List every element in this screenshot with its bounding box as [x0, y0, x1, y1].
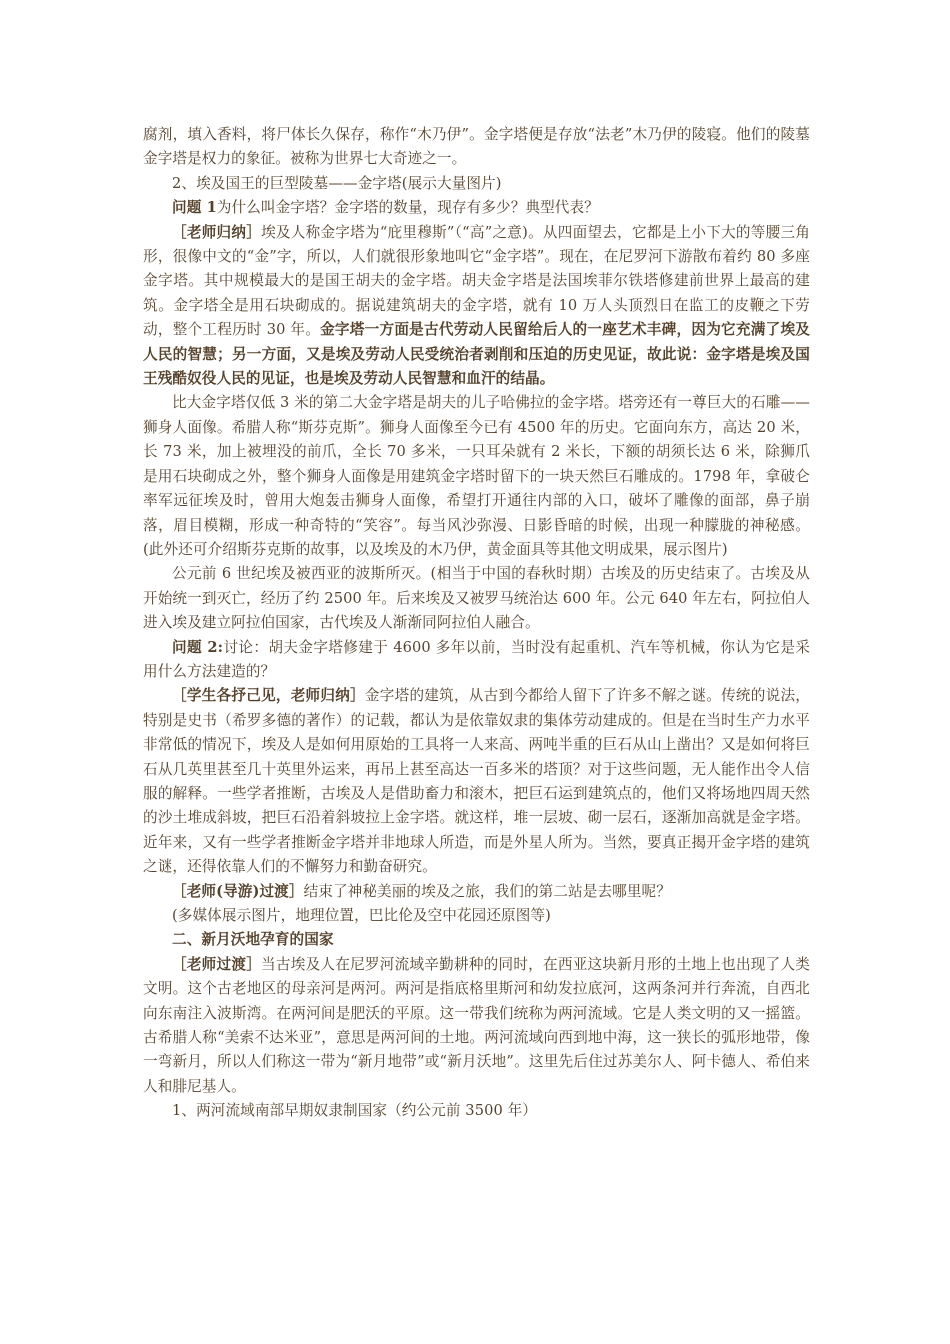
student-discussion-label: ［学生各抒己见，老师归纳］: [172, 687, 365, 705]
subsection-heading-mesopotamia: 1、两河流域南部早期奴隶制国家（约公元前 3500 年）: [172, 1102, 537, 1120]
question-2: [143, 636, 810, 685]
paragraph-sphinx: 比大金字塔仅低 3 米的第二大金字塔是胡夫的儿子哈佛拉的金字塔。塔旁还有一尊巨大的石雕——狮身人面像。希腊人称“斯芬克斯”。狮身人面像至今已有 4500 年的历史。它面向东方，高达 20 米，长 73 米，加上被埋没的前爪，全长 70 多米，一只耳朵就有 2 米长，下额的胡须长达 6 米，除狮爪是用石块砌成之外，整个狮身人面像是用建筑金字塔时留下的一块天然巨石雕成的。1798 年，拿破仑率军远征埃及时，曾用大炮轰击狮身人面像，希望打开通往内部的入口，破坏了雕像的面部，鼻子崩落，眉目模糊，形成一种奇特的“笑容”。每当风沙弥漫、日影昏暗的时候，出现一种朦胧的神秘感。(此外还可介绍斯芬克斯的故事，以及埃及的木乃伊，黄金面具等其他文明成果，展示图片): [143, 394, 810, 558]
teacher-summary-text: 埃及人称金字塔为“庇里穆斯”（“高”之意)。从四面望去，它都是上小下大的等腰三角形，很像中文的“金”字，所以，人们就很形象地叫它“金字塔”。现在，在尼罗河下游散布着约 80 多座金字塔。其中规模最大的是国王胡夫的金字塔。胡夫金字塔是法国埃菲尔铁塔修建前世界上最高的建筑。金字塔全是用石块砌成的。据说建筑胡夫的金字塔，就有 10 万人头顶烈日在监工的皮鞭之下劳动，整个工程历时 30 年。: [143, 223, 810, 339]
teacher-transition-1-text: 结束了神秘美丽的埃及之旅，我们的第二站是去哪里呢？: [303, 882, 671, 900]
multimedia-note: (多媒体展示图片，地理位置，巴比伦及空中花园还原图等): [172, 907, 551, 924]
question-1-text: 为什么叫金字塔？金字塔的数量，现存有多少？典型代表？: [216, 199, 599, 217]
teacher-transition-2-text: 当古埃及人在尼罗河流域辛勤耕种的同时，在西亚这块新月形的土地上也出现了人类文明。这个古老地区的母亲河是两河。两河是指底格里斯河和幼发拉底河，这两条河并行奔流，自西北向东南注入波斯湾。在两河间是肥沃的平原。这一带我们统称为两河流域。它是人类文明的又一摇篮。古希腊人称“美索不达米亚”，意思是两河间的土地。两河流域向西到地中海，这一狭长的弧形地带，像一弯新月，所以人们称这一带为“新月地带”或“新月沃地”。这里先后住过苏美尔人、阿卡德人、希伯来人和腓尼基人。: [143, 955, 810, 1095]
teacher-transition-2: [143, 953, 810, 1099]
question-1-label: 问题 1: [172, 199, 217, 217]
teacher-transition-2-label: ［老师过渡］: [172, 955, 262, 973]
teacher-transition-1: [143, 880, 810, 904]
teacher-summary-label: ［老师归纳］: [172, 223, 262, 241]
section-heading-fertile-crescent: 二、新月沃地孕育的国家: [172, 931, 334, 949]
section-heading-pyramid: 2、埃及国王的巨型陵墓——金字塔(展示大量图片): [172, 174, 502, 192]
paragraph-egypt-end: 公元前 6 世纪埃及被西亚的波斯所灭。(相当于中国的春秋时期）古埃及的历史结束了。古埃及从开始统一到灭亡，经历了约 2500 年。后来埃及又被罗马统治达 600 年。公元 640 年左右，阿拉伯人进入埃及建立阿拉伯国家，古代埃及人渐渐同阿拉伯人融合。: [143, 565, 810, 632]
question-1: [143, 196, 810, 220]
teacher-summary-pyramid: [143, 221, 810, 392]
paragraph-mummy: 腐剂，填入香料，将尸体长久保存，称作“木乃伊”。金字塔便是存放“法老”木乃伊的陵寝。他们的陵墓金字塔是权力的象征。被称为世界七大奇迹之一。: [143, 126, 810, 168]
teacher-summary-bold: 金字塔一方面是古代劳动人民留给后人的一座艺术丰碑，因为它充满了埃及人民的智慧；另一方面，又是埃及劳动人民受统治者剥削和压迫的历史见证，故此说：金字塔是埃及国王残酷奴役人民的见证，也是埃及劳动人民智慧和血汗的结晶。: [143, 321, 810, 388]
student-discussion: [143, 684, 810, 879]
question-2-text: 讨论：胡夫金字塔修建于 4600 多年以前，当时没有起重机、汽车等机械，你认为它是采用什么方法建造的？: [143, 638, 810, 680]
question-2-label: 问题 2:: [172, 638, 224, 656]
teacher-transition-1-label: ［老师(导游)过渡］: [172, 882, 304, 900]
student-discussion-text: 金字塔的建筑，从古到今都给人留下了许多不解之谜。传统的说法，特别是史书（希罗多德的著作）的记载，都认为是依靠奴隶的集体劳动建成的。但是在当时生产力水平非常低的情况下，埃及人是如何用原始的工具将一人来高、两吨半重的巨石从山上凿出？又是如何将巨石从几英里甚至几十英里外运来，再吊上甚至高达一百多米的塔顶？对于这些问题，无人能作出令人信服的解释。一些学者推断，古埃及人是借助畜力和滚木，把巨石运到建筑点的，他们又将场地四周天然的沙土堆成斜坡，把巨石沿着斜坡拉上金字塔。就这样，堆一层坡、砌一层石，逐渐加高就是金字塔。近年来，又有一些学者推断金字塔并非地球人所造，而是外星人所为。当然，要真正揭开金字塔的建筑之谜，还得依靠人们的不懈努力和勤奋研究。: [143, 687, 810, 876]
